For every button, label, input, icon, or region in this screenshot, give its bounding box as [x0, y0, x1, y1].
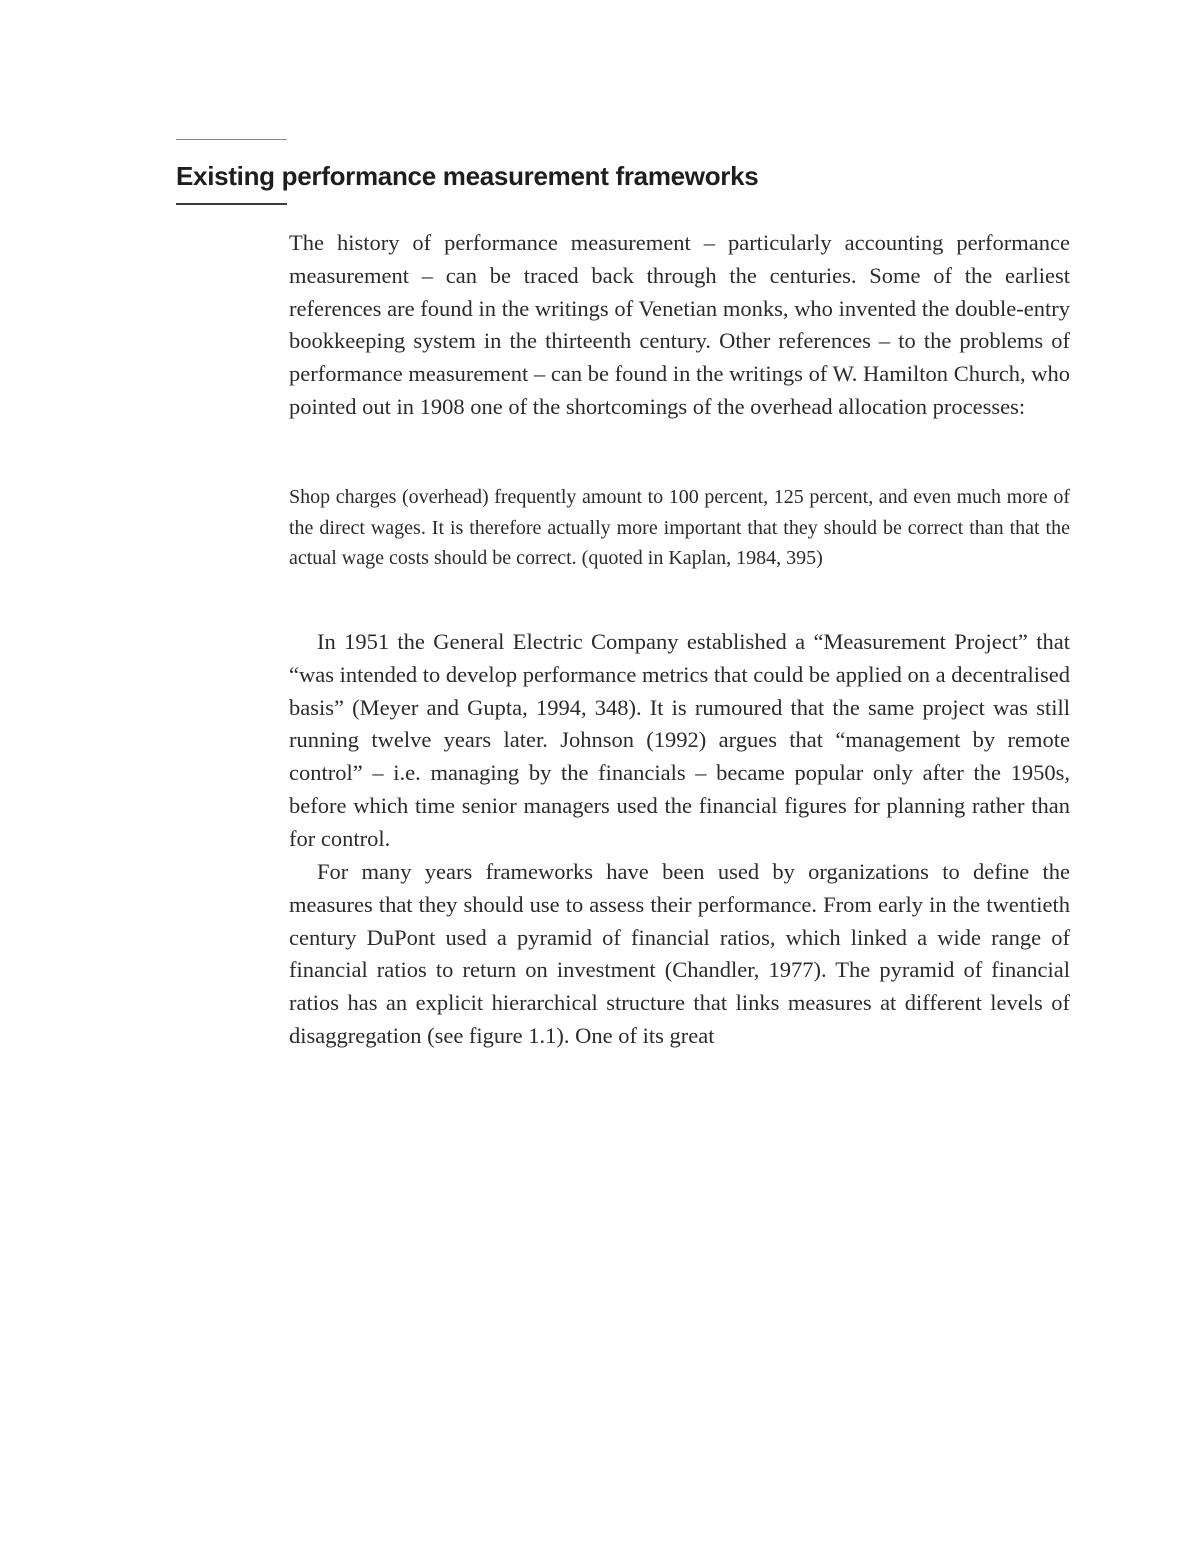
intro-paragraph: The history of performance measurement – particularly accounting performance measurement – can be traced back through the centuries. Some of the earliest references are found in the writings of Venetian monks, who invented the double-entry bookkeeping system in the thirteenth century. Other references – to the problems of performance measurement – can be found in the writings of W. Hamilton Church, who pointed out in 1908 one of the shortcomings of the overhead allocation processes:	[289, 230, 1070, 419]
section-heading: Existing performance measurement frameworks	[176, 161, 759, 191]
general-electric-paragraph: In 1951 the General Electric Company established a “Measurement Project” that “was intended to develop performance metrics that could be applied on a decentralised basis” (Meyer and Gupta, 1994, 348). It is rumoured that the same project was still running twelve years later. Johnson (1992) argues that “management by remote control” – i.e. managing by the financials – became popular only after the 1950s, before which time senior managers used the financial figures for planning rather than for control.	[289, 629, 1070, 851]
frameworks-paragraph: For many years frameworks have been used by organizations to define the measures that they should use to assess their performance. From early in the twentieth century DuPont used a pyramid of financial ratios, which linked a wide range of financial ratios to return on investment (Chandler, 1977). The pyramid of financial ratios has an explicit hierarchical structure that links measures at different levels of disaggregation (see figure 1.1). One of its great	[289, 859, 1070, 1048]
heading-top-rule	[176, 139, 287, 140]
block-quote: Shop charges (overhead) frequently amount to 100 percent, 125 percent, and even much more of the direct wages. It is therefore actually more important that they should be correct than that the actual wage costs should be correct. (quoted in Kaplan, 1984, 395)	[289, 486, 1070, 569]
heading-bottom-rule	[176, 203, 287, 205]
